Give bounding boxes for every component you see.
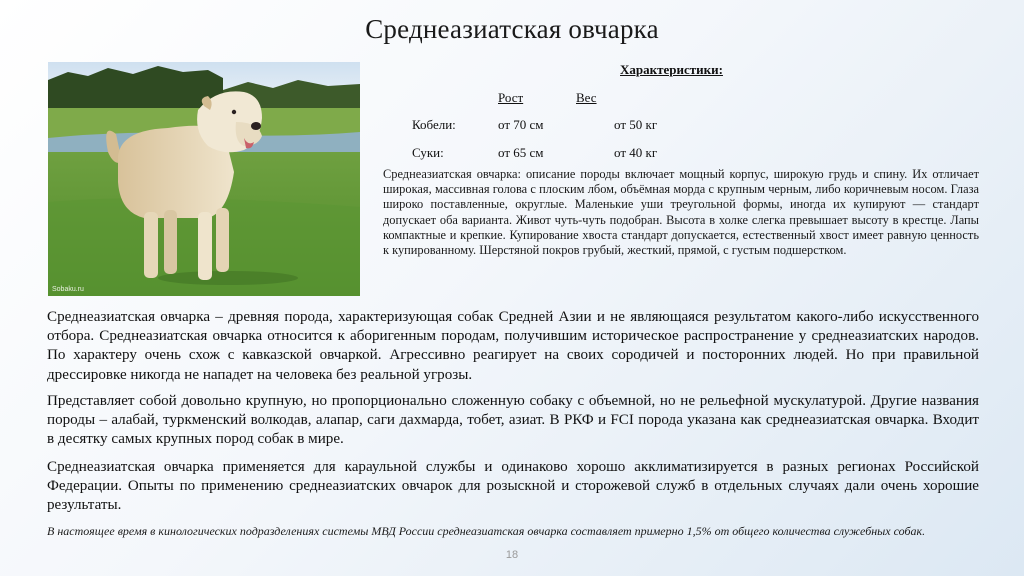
italic-note: В настоящее время в кинологических подразделениях системы МВД России среднеазиатская овчарка составляет примерно 1,5% от общего количества служебных собак. <box>47 524 926 538</box>
page-number: 18 <box>505 549 519 561</box>
specs-row-weight: от 50 кг <box>614 117 658 132</box>
breed-description: Среднеазиатская овчарка: описание породы включает мощный корпус, широкую грудь и спину. Их отличает широкая, массивная голова с плоским лбом, объёмная морда с крупным черным, либо коричневым носом. Глаза широко поставленные, округлые. Маленькие уши треугольной формы, иногда их купируют — стандарт допускает оба варианта. Живот чуть-чуть подобран. Высота в холке слегка превышает высоту в крестце. Лапы компактные и крепкие. Купирование хвоста стандарт допускается, естественный хвост имеет равную ценность к купированному. Шерстяной покров грубый, жесткий, прямой, с густым подшерстком. <box>383 167 979 258</box>
body-paragraph: Среднеазиатская овчарка – древняя порода, характеризующая собак Средней Азии и не являющаяся результатом какого-либо искусственного отбора. Среднеазиатская овчарка относится к аборигенным породам, получившим историческое распространение у среднеазиатских народов. По характеру очень схож с кавказской овчаркой. Агрессивно реагирует на своих сородичей и посторонних людей. Но при правильной дрессировке никогда не нападет на человека без реальной угрозы. <box>47 309 979 383</box>
dog-photo <box>48 62 360 296</box>
photo-watermark: Sobaku.ru <box>52 286 84 293</box>
specs-row-label: Суки: <box>412 145 444 160</box>
specs-row-weight: от 40 кг <box>614 145 658 160</box>
specs-col-height: Рост <box>498 90 524 105</box>
specs-row-height: от 65 см <box>498 145 544 160</box>
body-paragraph: Представляет собой довольно крупную, но пропорционально сложенную собаку с объемной, но не рельефной мускулатурой. Другие названия породы – алабай, туркменский волкодав, алапар, саги дахмарда, тобет, азиат. В РКФ и FCI порода указана как среднеазиатская овчарка. Входит в десятку самых крупных пород собак в мире. <box>47 393 979 448</box>
slide-title: Среднеазиатская овчарка <box>365 14 659 44</box>
specs-col-weight: Вес <box>576 90 597 105</box>
body-paragraph: Среднеазиатская овчарка применяется для караульной службы и одинаково хорошо акклиматизируется в разных регионах Российской Федерации. Опыты по применению среднеазиатских овчарок для розыскной и сторожевой служб в отдельных случаях дали очень хорошие результаты. <box>47 459 979 514</box>
specs-title: Характеристики: <box>620 62 723 77</box>
specs-row-label: Кобели: <box>412 117 456 132</box>
specs-row-height: от 70 см <box>498 117 544 132</box>
